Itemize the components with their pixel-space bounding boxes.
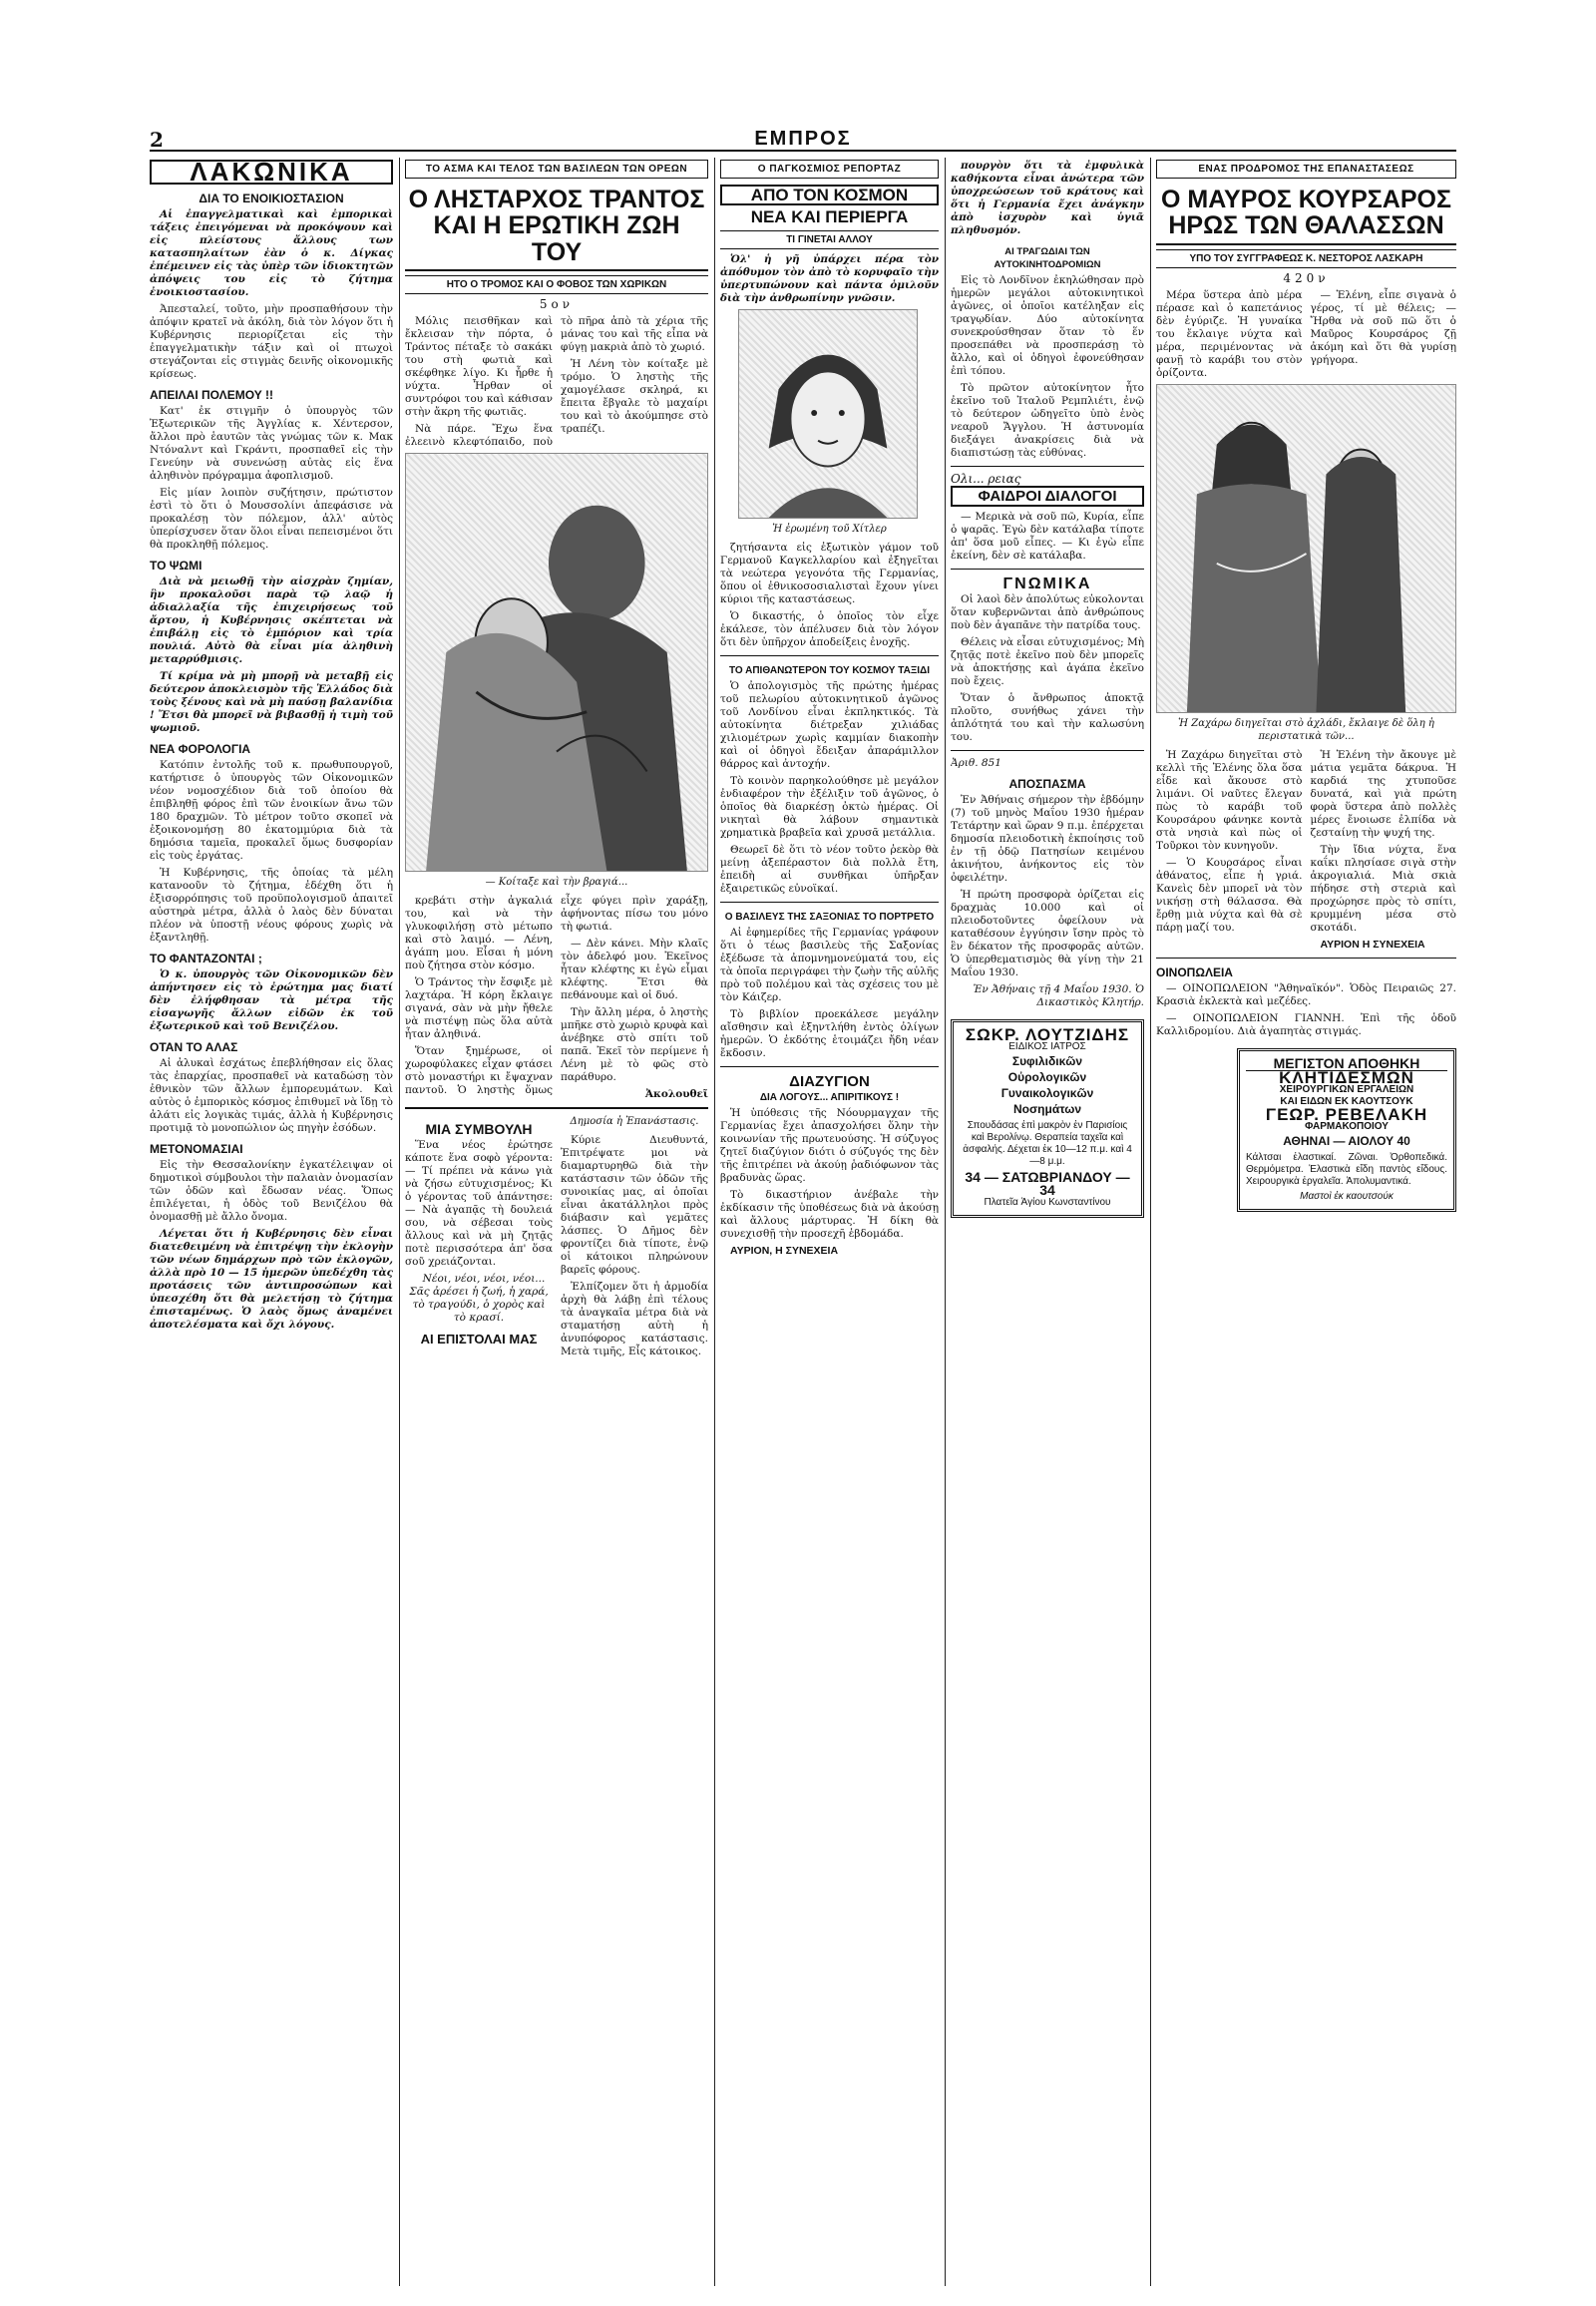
byline: ΤΙ ΓΙΝΕΤΑΙ ΑΛΛΟΥ bbox=[720, 230, 939, 249]
engraving-icon bbox=[406, 454, 707, 871]
divider bbox=[720, 902, 939, 903]
paragraph: κρεβάτι στὴν ἀγκαλιά του, καὶ νὰ τὴν γλυκοφιλήσῃ στὸ μέτωπο καὶ στὸ λαιμό. — Λένη, ἀγάπη μου. Εἶσαι ἡ μόνη ποὺ ζήτησα στὸν κόσμο. bbox=[405, 894, 553, 971]
paragraph: Αἱ ἐπαγγελματικαὶ καὶ ἐμπορικαὶ τάξεις ἐπειγόμεναι νὰ προκόψουν καὶ εἰς πλείστους ἄλλους των κατασπηλαίτων ἐὰν ὁ κ. Δίγκας ἐπέμεινεν εἰς τὰς ὑπὲρ τῶν ἰδιοκτητῶν ἀπόψεις του εἰς τὸ ζήτημα ἐνοικιοστασίου. bbox=[150, 208, 393, 298]
masthead: ΕΜΠΡΟΣ bbox=[754, 128, 852, 150]
text-columns bbox=[405, 1115, 708, 1358]
subhead: ΔΙΑ ΤΟ ΕΝΟΙΚΙΟΣΤΑΣΙΟΝ bbox=[199, 192, 344, 205]
installment-number: 5ον bbox=[539, 296, 575, 311]
paragraph: Ὁλ' ἡ γῆ ὑπάρχει πέρα τὸν ἀπόθυμον τὸν ἀπὸ τὸ κορυφαῖο τὴν ὑπερτυπώνουν καὶ πάντα ὁμιλοῦν διὰ τὴν ἀνθρωπίνην γνῶσιν. bbox=[720, 252, 939, 304]
section-kicker: Ολι... ρειας bbox=[951, 472, 1021, 486]
ad-specialty: Γυναικολογικῶν bbox=[1000, 1086, 1094, 1100]
paragraph: Ἡ Ἑλένη τὴν ἄκουγε μὲ μάτια γεμᾶτα δάκρυα. Ἡ καρδιά της χτυποῦσε δυνατά, καὶ γιὰ πρώτη φορὰ ὕστερα ἀπὸ πολλὲς μέρες ἔνοιωσε ἐλπίδα νὰ ζεσταίνῃ τὴν ψυχή της. bbox=[1310, 748, 1456, 839]
headline: ΗΡΩΣ ΤΩΝ ΘΑΛΑΣΣΩΝ bbox=[1156, 212, 1456, 244]
paragraph: Εἰς τὴν Θεσσαλονίκην ἐγκατέλειψαν οἱ δημοτικοὶ σύμβουλοι τὴν παλαιὰν ὀνομασίαν τῶν ὁδῶν καὶ ἔδωσαν νέας. Ὅπως ἐπιλέγεται, ἡ ὁδὸς τοῦ Βενιζέλου θὰ ὀνομασθῇ μὲ ἄλλο ὄνομα. bbox=[150, 1159, 393, 1223]
paragraph: — ΟΙΝΟΠΩΛΕΙΟΝ ΓΙΑΝΝΗ. Ἐπὶ τῆς ὁδοῦ Καλλιδρομίου. Διὰ ἀγαπητὰς στιγμάς. bbox=[1156, 1011, 1456, 1037]
paragraph: Διὰ νὰ μειωθῇ τὴν αἰσχρὰν ζημίαν, ἣν προκαλοῦσι παρὰ τῷ λαῷ ἡ ἀδιαλλαξία τῆς ἐπιχειρήσεως τοῦ ἄρτου, ἡ Κυβέρνησις σκέπτεται νὰ ἐπιβάλῃ εἰς τὸ ἐμπόριον καὶ τρία πουλιά. Αὐτὸ θὰ εἶναι μία ἀληθινὴ μεταρρύθμισις. bbox=[150, 576, 393, 665]
paragraph: Τὴν ἴδια νύχτα, ἕνα καΐκι πλησίασε σιγὰ στὴν ἀκρογιαλιά. Μιὰ σκιὰ πήδησε στὴ στεριὰ καὶ προχώρησε πρὸς τὸ σπίτι, κρυμμένη μέσα στὸ σκοτάδι. bbox=[1310, 843, 1456, 934]
subhead: ΤΟ ΦΑΝΤΑΖΟΝΤΑΙ ; bbox=[150, 952, 262, 965]
subhead: ΔΙΑΖΥΓΙΟΝ bbox=[789, 1072, 870, 1090]
paragraph: Θέλεις νὰ εἶσαι εὐτυχισμένος; Μὴ ζητᾷς ποτὲ ἐκεῖνο ποὺ δὲν μπορεῖς νὰ ἀποκτήσῃς καὶ ἀγάπα ἐκεῖνο ποὺ ἔχεις. bbox=[951, 636, 1144, 687]
subhead: ΟΙΝΟΠΩΛΕΙΑ bbox=[1156, 964, 1233, 979]
column-rule bbox=[1150, 158, 1151, 2286]
advertisement-doctor bbox=[951, 1019, 1144, 1218]
byline: ΥΠΟ ΤΟΥ ΣΥΓΓΡΑΦΕΩΣ Κ. ΝΕΣΤΟΡΟΣ ΛΑΣΚΑΡΗ bbox=[1156, 249, 1456, 268]
paragraph: Νὰ πάρε. Ἔχω ἕνα ἐλεεινὸ κλεφτόπαιδο, ποὺ τὸ πῆρα ἀπὸ τὰ χέρια τῆς μάνας του καὶ τῆς εἶπα νὰ φύγῃ μακριὰ ἀπὸ τὸ χωριό. bbox=[405, 314, 708, 448]
illustration-women bbox=[1156, 384, 1456, 713]
ad-line: ΦΑΡΜΑΚΟΠΟΙΟΥ bbox=[1305, 1120, 1389, 1132]
paragraph: Τὸ βιβλίον προεκάλεσε μεγάλην αἴσθησιν καὶ ἐξηντλήθη ἐντὸς ὀλίγων ἡμερῶν. Ὁ ἐκδότης ἑτοιμάζει ἤδη νέαν ἔκδοσιν. bbox=[720, 1007, 939, 1059]
paragraph: Ἀπεσταλεί, τοῦτο, μὴν προσπαθήσουν τὴν ἀπόψιν κρατεῖ νὰ ἀκόλη, διὰ τὸν λόγον ὅτι ἡ Κυβέρνησις περιορίζεται εἰς τὴν ἐπαγγελματικὴν τάξιν καὶ οἱ πτωχοὶ στεγάζονται εἰς στιγμὰς δεινῆς οἰκονομικῆς κρίσεως. bbox=[150, 303, 393, 380]
caption: — Κοίταξε καὶ τὴν βραγιά... bbox=[485, 876, 628, 888]
ad-footer: Μαστοὶ ἐκ καουτσούκ bbox=[1300, 1190, 1394, 1202]
kicker: Ο ΠΑΓΚΟΣΜΙΟΣ ΡΕΠΟΡΤΑΖ bbox=[720, 160, 939, 179]
divider bbox=[720, 1066, 939, 1067]
paragraph: Τὸ πρῶτον αὐτοκίνητον ἦτο ἐκεῖνο τοῦ Ἰταλοῦ Ρεμπλιέτι, ἐνῷ τὸ δεύτερον ὡδηγεῖτο ὑπὸ ἑνὸς νεαροῦ Ἄγγλου. Ἡ ἀστυνομία διεξάγει ἀνακρίσεις διὰ νὰ διαπιστώσῃ τὰς εὐθύνας. bbox=[951, 382, 1144, 459]
notice-reference: Ἀριθ. 851 bbox=[951, 757, 1001, 769]
subhead: ΜΙΑ ΣΥΜΒΟΥΛΗ bbox=[425, 1120, 533, 1137]
subhead: ΓΝΩΜΙΚΑ bbox=[1002, 576, 1092, 592]
ad-role: ΕΙΔΙΚΟΣ ΙΑΤΡΟΣ bbox=[1008, 1041, 1086, 1052]
column-rule bbox=[399, 158, 400, 2286]
continued-label: ΑΥΡΙΟΝ Η ΣΥΝΕΧΕΙΑ bbox=[1320, 938, 1425, 951]
subhead: ΟΤΑΝ ΤΟ ΑΛΑΣ bbox=[150, 1040, 238, 1054]
paragraph: Τί κρίμα νὰ μὴ μπορῇ νὰ μεταβῇ εἰς δεύτερον ἀποκλεισμὸν τῆς Ἑλλάδος διὰ τοὺς ξένους καὶ νὰ μὴ παύσῃ βαλανίδια ! Ἔτσι θὰ μπορεῖ νὰ βιβασθῇ ἡ τιμὴ τοῦ ψωμιοῦ. bbox=[150, 670, 393, 734]
paragraph: Μόλις πεισθῆκαν καὶ ἔκλεισαν τὴν πόρτα, ὁ Τράντος πέταξε τὸ σακάκι του στὴ φωτιὰ καὶ σκέφθηκε λίγο. Κι ἦρθε ἡ νύχτα. Ἦρθαν οἱ συντρόφοι του καὶ κάθισαν στὴν ἄκρη τῆς φωτιᾶς. bbox=[405, 314, 553, 418]
paragraph: Θεωρεῖ δὲ ὅτι τὸ νέον τοῦτο ῥεκὸρ θὰ μείνῃ ἀξεπέραστον διὰ πολλὰ ἔτη, ἐπειδὴ αἱ συνθῆκαι ὑπῆρξαν ἐξαιρετικῶς εὐνοϊκαί. bbox=[720, 843, 939, 895]
paragraph: Κύριε Διευθυντά, Ἐπιτρέψατε μοι νὰ διαμαρτυρηθῶ διὰ τὴν κατάστασιν τῶν ὁδῶν τῆς συνοικίας μας, αἱ ὁποῖαι εἶναι ἀκατάλληλοι πρὸς διάβασιν καὶ γεμᾶτες λάσπες. Ὁ Δῆμος δὲν φροντίζει διὰ τίποτε, ἐνῷ οἱ κάτοικοι πληρώνουν βαρεῖς φόρους. bbox=[561, 1133, 708, 1276]
headline: Ο ΜΑΥΡΟΣ ΚΟΥΡΣΑΡΟΣ bbox=[1161, 186, 1451, 213]
subhead: ΑΙ ΕΠΙΣΤΟΛΑΙ ΜΑΣ bbox=[420, 1331, 538, 1346]
continued-label: ΑΥΡΙΟΝ, Η ΣΥΝΕΧΕΙΑ bbox=[730, 1244, 839, 1257]
subhead: ΤΟ ΨΩΜΙ bbox=[150, 559, 202, 573]
subhead: ΑΠΕΙΛΑΙ ΠΟΛΕΜΟΥ !! bbox=[150, 388, 274, 402]
kicker: ΕΝΑΣ ΠΡΟΔΡΟΜΟΣ ΤΗΣ ΕΠΑΝΑΣΤΑΣΕΩΣ bbox=[1156, 160, 1456, 179]
subhead: ΝΕΑ ΦΟΡΟΛΟΓΙΑ bbox=[150, 742, 251, 756]
section-title: ΛΑΚΩΝΙΚΑ bbox=[150, 160, 393, 185]
headline: ΚΑΙ Η ΕΡΩΤΙΚΗ ΖΩΗ ΤΟΥ bbox=[405, 212, 708, 271]
paragraph: Ἡ Κυβέρνησις, τῆς ὁποίας τὰ μέλη κατανοοῦν τὸ ζήτημα, ἐδέχθη ὅτι ἡ ἐξισορρόπησις τοῦ προϋπολογισμοῦ ἀπαιτεῖ αὐστηρὰ μέτρα, ἀλλὰ ὁ λαὸς δὲν δύναται πλέον νὰ ὑποστῇ νέους φόρους χωρὶς νὰ ἐξαντληθῇ. bbox=[150, 867, 393, 944]
paragraph: Τὸ δικαστήριον ἀνέβαλε τὴν ἐκδίκασιν τῆς ὑποθέσεως διὰ νὰ ἀκούσῃ καὶ ἄλλους μάρτυρας. Ἡ δίκη θὰ συνεχισθῇ τὴν προσεχῆ ἑβδομάδα. bbox=[720, 1188, 939, 1240]
subhead: ΔΙΑ ΛΟΓΟΥΣ... ΑΠΙΡΙΤΙΚΟΥΣ ! bbox=[759, 1091, 900, 1103]
ad-detail: Κάλτσαι ἐλαστικαί. Ζῶναι. Ὀρθοπεδικά. Θερμόμετρα. Ἑλαστικὰ εἴδη παντὸς εἴδους. Χειρουργικὰ ἐργαλεῖα. Ἀπολυμαντικά. bbox=[1246, 1151, 1447, 1187]
paragraph: Λέγεται ὅτι ἡ Κυβέρνησις δὲν εἶναι διατεθειμένη νὰ ἐπιτρέψῃ τὴν ἐκλογὴν τῶν νέων δημάρχων πρὸ τῶν ἐκλογῶν, ἀλλὰ πρὸ 10 — 15 ἡμερῶν ὑπεδέχθη τὰς προτάσεις τῶν ἀντιπροσώπων καὶ ὑπεσχέθη ὅτι θὰ μελετήσῃ τὸ ζήτημα ἐπισταμένως. Ὁ λαὸς ὅμως ἀναμένει ἀποτελέσματα καὶ ὄχι λόγους. bbox=[150, 1228, 393, 1331]
paragraph: Ἡ Λένη τὸν κοίταξε μὲ τρόμο. Ὁ ληστὴς τῆς χαμογέλασε σκληρά, κι ἔπειτα ἔβγαλε τὸ μαχαίρι του καὶ τὸ ἀκούμπησε στὸ τραπέζι. bbox=[561, 357, 708, 435]
subhead: ΜΕΤΟΝΟΜΑΣΙΑΙ bbox=[150, 1142, 243, 1156]
text-columns bbox=[1156, 289, 1456, 380]
ad-line: ΧΕΙΡΟΥΡΓΙΚΩΝ ΕΡΓΑΛΕΙΩΝ bbox=[1279, 1083, 1414, 1095]
ad-kicker: ΜΕΓΙΣΤΟΝ ΑΠΟΘΗΚΗ bbox=[1246, 1057, 1447, 1071]
paragraph: Κατ' ἐκ στιγμῆν ὁ ὑπουργὸς τῶν Ἐξωτερικῶν τῆς Ἀγγλίας κ. Χέντερσον, ἄλλοι πρὸ ἑαυτῶν τὰς γνώμας τῶν κ. Μακ Ντόναλντ καὶ Γκράντι, προσπαθεῖ εἰς τὴν Γενεύην νὰ συνενώσῃ αὐτὰς εἰς ἕνα ἀληθινὸν πρόγραμμα ἀφοπλισμοῦ. bbox=[150, 405, 393, 482]
divider bbox=[951, 466, 1144, 467]
ad-name: ΚΛΗΤΙΔΕΣΜΩΝ bbox=[1279, 1067, 1414, 1087]
kicker: ΤΟ ΑΣΜΑ ΚΑΙ ΤΕΛΟΣ ΤΩΝ ΒΑΣΙΛΕΩΝ ΤΩΝ ΟΡΕΩΝ bbox=[405, 160, 708, 179]
continued-label: Ἀκολουθεῖ bbox=[644, 1087, 708, 1100]
paragraph: Οἱ λαοὶ δὲν ἀπολύτως εὐκολονται ὅταν κυβερνῶνται ἀπὸ ἀνθρώπους ποὺ δὲν ἀγαπᾶνε τὴν πατρίδα τους. bbox=[951, 593, 1144, 631]
headline: ΑΠΟ ΤΟΝ ΚΟΣΜΟΝ bbox=[720, 185, 939, 205]
paragraph: — Δὲν κάνει. Μὴν κλαῖς τὸν ἀδελφό μου. Ἐκεῖνος ἦταν κλέφτης κι ἐγὼ εἶμαι κλέφτης. Ἔτσι θὰ πεθάνουμε καὶ οἱ δυό. bbox=[561, 937, 708, 1001]
divider bbox=[405, 1107, 708, 1109]
ad-detail: Σπουδάσας ἐπὶ μακρὸν ἐν Παρισίοις καὶ Βερολίνῳ. Θεραπεία ταχεῖα καὶ ἀσφαλής. Δέχεται ἐκ 10—12 π.μ. καὶ 4—8 μ.μ. bbox=[963, 1120, 1132, 1167]
subhead: ΑΙ ΤΡΑΓΩΔΙΑΙ ΤΩΝ ΑΥΤΟΚΙΝΗΤΟΔΡΟΜΙΩΝ bbox=[994, 246, 1101, 270]
subhead: ΑΠΟΣΠΑΣΜΑ bbox=[1008, 777, 1086, 791]
illustration-lovers bbox=[405, 453, 708, 872]
portrait-icon bbox=[739, 310, 917, 518]
text-columns bbox=[405, 895, 708, 1101]
column-rule bbox=[714, 158, 715, 2286]
ad-address: 34 — ΣΑΤΩΒΡΙΑΝΔΟΥ — 34 bbox=[965, 1169, 1130, 1198]
paragraph: Εἰς μίαν λοιπὸν συζήτησιν, πρώτιστον ἐστὶ τὸ ὅτι ὁ Μουσσολίνι ἀπεφάσισε νὰ προκαλέσῃ τὸν πόλεμον, ἀλλ' αὐτὸς ὑπερίσχυσεν ὅταν ὅλοι εἶναι πεπεισμένοι ὅτι θὰ προκληθῇ πόλεμος. bbox=[150, 487, 393, 551]
page-header bbox=[150, 128, 1456, 152]
divider bbox=[1156, 958, 1456, 959]
paragraph: Τὴν ἄλλη μέρα, ὁ ληστὴς μπῆκε στὸ χωριὸ κρυφὰ καὶ ἀνέβηκε στὸ σπίτι τοῦ παπᾶ. Ἐκεῖ τὸν περίμενε ἡ Λένη μὲ τὸ φῶς στὸ παράθυρο. bbox=[561, 1005, 708, 1083]
paragraph: Αἱ ἐφημερίδες τῆς Γερμανίας γράφουν ὅτι ὁ τέως βασιλεὺς τῆς Σαξονίας ἐξέδωσε τὰ ἀπομνημονεύματά του, εἰς τὰ ὁποῖα περιγράφει τὴν ζωὴν τῆς αὐλῆς πρὸ τοῦ πολέμου καὶ τὰς σχέσεις του μὲ τὸν Κάιζερ. bbox=[720, 926, 939, 1003]
ad-specialty: Νοσημάτων bbox=[1012, 1102, 1082, 1116]
byline: ΗΤΟ Ο ΤΡΟΜΟΣ ΚΑΙ Ο ΦΟΒΟΣ ΤΩΝ ΧΩΡΙΚΩΝ bbox=[405, 275, 708, 294]
paragraph: Αἱ ἀλυκαὶ ἐσχάτως ἐπεβλήθησαν εἰς ὅλας τὰς ἐπαρχίας, προσπαθεῖ νὰ καταδώσῃ τὸν ἐθνικὸν τῶν ἄλλων ἐμπορευμάτων. Καὶ αὐτὸς ὁ ἐμπορικὸς κόσμος ἐπιθυμεῖ νὰ ἴδῃ τὸ ἀλάτι εἰς λογικὰς τιμάς, ἀλλὰ ἡ Κυβέρνησις προτιμᾷ τὸ μονοπώλιον ὡς πηγὴν ἐσόδων. bbox=[150, 1057, 393, 1134]
paragraph: Ἐν Ἀθήναις σήμερον τὴν ἑβδόμην (7) τοῦ μηνὸς Μαΐου 1930 ἡμέραν Τετάρτην καὶ ὥραν 9 π.μ. ἐπέρχεται δημοσία πλειοδοτικὴ ἐκποίησις τοῦ ἐν τῇ ὁδῷ Πατησίων κειμένου ἀκινήτου, ἀνήκοντος εἰς τὸν ὀφειλέτην. bbox=[951, 794, 1144, 884]
paragraph: Ὁ δικαστής, ὁ ὁποῖος τὸν εἶχε ἐκάλεσε, τὸν ἀπέλυσεν διὰ τὸν λόγον ὅτι δὲν ὑπῆρχον ἀποδείξεις ἐνοχῆς. bbox=[720, 609, 939, 648]
page-number: 2 bbox=[150, 128, 164, 152]
subhead: Ο ΒΑΣΙΛΕΥΣ ΤΗΣ ΣΑΞΟΝΙΑΣ ΤΟ ΠΟΡΤΡΕΤΟ bbox=[724, 911, 935, 923]
paragraph: ζητήσαντα εἰς ἐξωτικὸν γάμον τοῦ Γερμανοῦ Καγκελλαρίου καὶ ἐξηγεῖται τὰ νεώτερα γεγονότα τῆς Γερμανίας, ὅπου οἱ ἐθνικοσοσιαλισταὶ ἔχουν γίνει κύριοι τῆς καταστάσεως. bbox=[720, 541, 939, 605]
paragraph: Ὁ κ. ὑπουργὸς τῶν Οἰκονομικῶν δὲν ἀπήντησεν εἰς τὸ ἐρώτημα μας διατί δὲν ἐλήφθησαν τὰ μέτρα τῆς εἰσαγωγῆς ἄλλων εἰδῶν ἐκ τοῦ ἐξωτερικοῦ καὶ τοῦ Βενιζέλου. bbox=[150, 968, 393, 1032]
advertisement-pharmacy bbox=[1237, 1048, 1456, 1212]
text-columns bbox=[1156, 749, 1456, 952]
ad-place: Πλατεῖα Ἁγίου Κωνσταντίνου bbox=[984, 1197, 1111, 1208]
paragraph: Ἡ πρώτη προσφορὰ ὁρίζεται εἰς δραχμὰς 10.000 καὶ οἱ πλειοδοτοῦντες ὀφείλουν νὰ καταθέσουν ἐγγύησιν ἴσην πρὸς τὸ ἓν δέκατον τῆς προσφορᾶς αὐτῶν. Ὁ ὑπερθεματισμὸς θὰ γίνῃ τὴν 21 Μαΐου 1930. bbox=[951, 889, 1144, 978]
ad-name: ΣΩΚΡ. ΛΟΥΤΖΙΔΗΣ bbox=[965, 1025, 1130, 1044]
subhead: ΤΟ ΑΠΙΘΑΝΩΤΕΡΟΝ ΤΟΥ ΚΟΣΜΟΥ ΤΑΞΙΔΙ bbox=[729, 664, 930, 676]
paragraph: Εἰς τὸ Λονδῖνον ἐκηλώθησαν πρὸ ἡμερῶν μεγάλοι αὐτοκινητικοὶ ἀγῶνες, οἱ ὁποῖοι κατέληξαν εἰς τραγῳδίαν. Δύο αὐτοκίνητα συνεκρούσθησαν ὅταν τὸ ἕν προσεπάθει νὰ προσπεράσῃ τὸ ἄλλο, καὶ οἱ ὁδηγοὶ ἐφονεύθησαν ἐπὶ τόπου. bbox=[951, 274, 1144, 377]
divider bbox=[951, 750, 1144, 751]
paragraph: Ὅταν ξημέρωσε, οἱ χωροφύλακες εἶχαν φτάσει στὸ μοναστήρι κι ἔψαχναν παντοῦ. Ὁ ληστὴς ὅμως εἶχε φύγει πρὶν χαράξῃ, ἀφήνοντας πίσω του μόνο τὴ φωτιά. bbox=[405, 894, 708, 1096]
poem: Νέοι, νέοι, νέοι, νέοι... Σᾶς ἀρέσει ἡ ζωή, ἡ χαρά, τὸ τραγούδι, ὁ χορὸς καὶ τὸ κρασί. bbox=[409, 1272, 549, 1324]
engraving-icon bbox=[1157, 385, 1455, 712]
divider bbox=[951, 569, 1144, 570]
divider bbox=[720, 655, 939, 656]
paragraph: Ἡ ὑπόθεσις τῆς Νόουρμαγχαν τῆς Γερμανίας ἔχει ἀπασχολήσει ὅλην τὴν κοινωνίαν τῆς πρωτευούσης. Ἡ σύζυγος ζητεῖ διαζύγιον διότι ὁ σύζυγός της δὲν τῆς ἐπιτρέπει νὰ ἀκούῃ ῥαδιόφωνον τὰς βραδυνὰς ὥρας. bbox=[720, 1106, 939, 1184]
paragraph: Κατόπιν ἐντολῆς τοῦ κ. πρωθυπουργοῦ, κατήρτισε ὁ ὑπουργὸς τῶν Οἰκονομικῶν νέον νομοσχέδιον διὰ τοῦ ὁποίου θὰ ἐπιβληθῇ φόρος ἐπὶ τῶν ἐνοικίων ἄνω τῶν 180 δραχμῶν. Τὸ μέτρον τοῦτο σκοπεῖ νὰ ἐξοικονομήσῃ 80 ἑκατομμύρια διὰ τὰ δημόσια ταμεῖα, προκαλεῖ ὅμως δυσφορίαν εἰς τοὺς ἐργάτας. bbox=[150, 759, 393, 862]
paragraph: Ἐλπίζομεν ὅτι ἡ ἁρμοδία ἀρχὴ θὰ λάβῃ ἐπὶ τέλους τὰ ἀναγκαῖα μέτρα διὰ νὰ σταματήσῃ αὐτὴ ἡ ἀνυπόφορος κατάστασις. Μετὰ τιμῆς, Εἷς κάτοικος. bbox=[561, 1280, 708, 1357]
column-4 bbox=[951, 160, 1144, 2284]
column-1 bbox=[150, 160, 393, 2284]
ad-specialty: Συφιλιδικῶν bbox=[1011, 1054, 1083, 1068]
paragraph: Ὁ Τράντος τὴν ἔσφιξε μὲ λαχτάρα. Ἡ κόρη ἔκλαιγε σιγανά, σὰν νὰ μὴν ἤθελε νὰ πιστέψῃ πὼς ὅλα αὐτὰ ἦταν ἀληθινά. bbox=[405, 975, 553, 1040]
paragraph: Ὁ ἀπολογισμὸς τῆς πρώτης ἡμέρας τοῦ πελωρίου αὐτοκινητικοῦ ἀγῶνος τοῦ Λονδίνου εἶναι ἐκπληκτικός. Τὰ αὐτοκίνητα διέτρεξαν χιλιάδας χιλιομέτρων χωρὶς καμμίαν διακοπὴν καὶ οἱ ὁδηγοὶ ἔδειξαν ἀπαράμιλλον θάρρος καὶ ἀντοχήν. bbox=[720, 679, 939, 770]
headline: Ο ΛΗΣΤΑΡΧΟΣ ΤΡΑΝΤΟΣ bbox=[408, 186, 705, 213]
paragraph: — Ὁ Κουρσάρος εἶναι ἀθάνατος, εἶπε ἡ γριά. Κανεὶς δὲν μπορεῖ νὰ τὸν νικήσῃ στὴ θάλασσα. Θὰ ἔρθῃ μιὰ νύχτα καὶ θὰ σὲ πάρῃ μαζί του. bbox=[1156, 856, 1303, 934]
paragraph: — ΟΙΝΟΠΩΛΕΙΟΝ "Ἀθηναϊκόν". Ὁδὸς Πειραιῶς 27. Κρασιὰ ἐκλεκτὰ καὶ μεζέδες. bbox=[1156, 981, 1456, 1007]
text-columns bbox=[405, 315, 708, 449]
subhead-sub: Δημοσία ἡ Ἐπανάστασις. bbox=[570, 1115, 699, 1127]
paragraph: πουργὸν ὅτι τὰ ἐμφυλικὰ καθήκοντα εἶναι ἀνώτερα τῶν ὑποχρεώσεων τοῦ κράτους καὶ ὅτι ἡ Γερμανία ἔχει ἀνάγκην ἀπὸ ἰσχυρὸν καὶ ὑγιᾶ πληθυσμόν. bbox=[951, 160, 1144, 236]
column-rule bbox=[945, 158, 946, 2286]
ad-line: ΚΑΙ ΕΙΔΩΝ ΕΚ ΚΑΟΥΤΣΟΥΚ bbox=[1280, 1095, 1413, 1107]
paragraph: Ἕνα νέος ἐρώτησε κάποτε ἕνα σοφὸ γέροντα: — Τί πρέπει νὰ κάνω γιὰ νὰ ζήσω εὐτυχισμένος; Κι ὁ γέροντας τοῦ ἀπάντησε: — Νὰ ἀγαπᾷς τὴ δουλειά σου, νὰ σέβεσαι τοὺς ἄλλους καὶ νὰ μὴ ζητᾷς ποτὲ περισσότερα ἀπ' ὅσα σοῦ χρειάζονται. bbox=[405, 1138, 553, 1268]
paragraph: Τὸ κοινὸν παρηκολούθησε μὲ μεγάλον ἐνδιαφέρον τὴν ἐξέλιξιν τοῦ ἀγῶνος, ὁ ὁποῖος θὰ διαρκέσῃ ὀκτὼ ἡμέρας. Οἱ νικηταὶ θὰ λάβουν σημαντικὰ χρηματικὰ βραβεῖα καὶ χρυσᾶ μετάλλια. bbox=[720, 774, 939, 839]
paragraph: — Μερικὰ νὰ σοῦ πῶ, Κυρία, εἶπε ὁ ψαρᾶς. Ἐγὼ δὲν κατάλαβα τίποτε ἀπ' ὅσα μοῦ εἶπες. — Κι ἐγὼ εἶπε ἐκείνη, δὲν σὲ κατάλαβα. bbox=[951, 511, 1144, 562]
column-3 bbox=[720, 160, 939, 2284]
column-2 bbox=[405, 160, 708, 2284]
paragraph: Ἐν Ἀθήναις τῇ 4 Μαΐου 1930. Ὁ Δικαστικὸς Κλητήρ. bbox=[973, 983, 1144, 1008]
ad-address: ΑΘΗΝΑΙ — ΑΙΟΛΟΥ 40 bbox=[1283, 1133, 1410, 1148]
subhead: ΦΑΙΔΡΟΙ ΔΙΑΛΟΓΟΙ bbox=[951, 486, 1144, 507]
paragraph: — Ἑλένη, εἶπε σιγανὰ ὁ γέρος, τί μὲ θέλεις; — Ἤρθα νὰ σοῦ πῶ ὅτι ὁ Μαῦρος Κουρσάρος ζῇ ἀκόμη καὶ ὅτι θὰ γυρίσῃ γρήγορα. bbox=[1310, 288, 1456, 366]
caption: Ἡ ἐρωμένη τοῦ Χίτλερ bbox=[772, 523, 887, 535]
portrait-photo bbox=[738, 309, 918, 519]
ad-specialty: Οὐρολογικῶν bbox=[1007, 1070, 1087, 1084]
headline: ΝΕΑ ΚΑΙ ΠΕΡΙΕΡΓΑ bbox=[750, 207, 909, 226]
paragraph: Ἡ Ζαχάρω διηγεῖται στὸ κελλὶ τῆς Ἑλένης ὅλα ὅσα εἶδε καὶ ἄκουσε στὸ λιμάνι. Οἱ ναῦτες ἔλεγαν πὼς τὸ καράβι τοῦ Κουρσάρου φάνηκε κοντὰ στὰ νησιὰ καὶ πὼς οἱ Τοῦρκοι τὸν κυνηγοῦν. bbox=[1156, 748, 1303, 852]
caption: Ἡ Ζαχάρω διηγεῖται στὸ ἀχλάδι, ἔκλαιγε δὲ ὅλη ἡ περιστατικὰ τῶν... bbox=[1178, 717, 1434, 742]
paragraph: Μέρα ὕστερα ἀπὸ μέρα πέρασε καὶ ὁ καπετάνιος δὲν ἐγύριζε. Ἡ γυναίκα του ἔκλαιγε νύχτα καὶ μέρα, περιμένοντας νὰ φανῇ τὸ καράβι του στὸν ὁρίζοντα. bbox=[1156, 288, 1303, 379]
paragraph: Ὅταν ὁ ἄνθρωπος ἀποκτᾷ πλοῦτο, συνήθως χάνει τὴν ἁπλότητά του καὶ τὴν καλωσύνη του. bbox=[951, 692, 1144, 743]
column-5 bbox=[1156, 160, 1456, 2284]
ad-name: ΓΕΩΡ. ΡΕΒΕΛΑΚΗ bbox=[1265, 1104, 1428, 1124]
installment-number: 420ν bbox=[1283, 270, 1330, 285]
